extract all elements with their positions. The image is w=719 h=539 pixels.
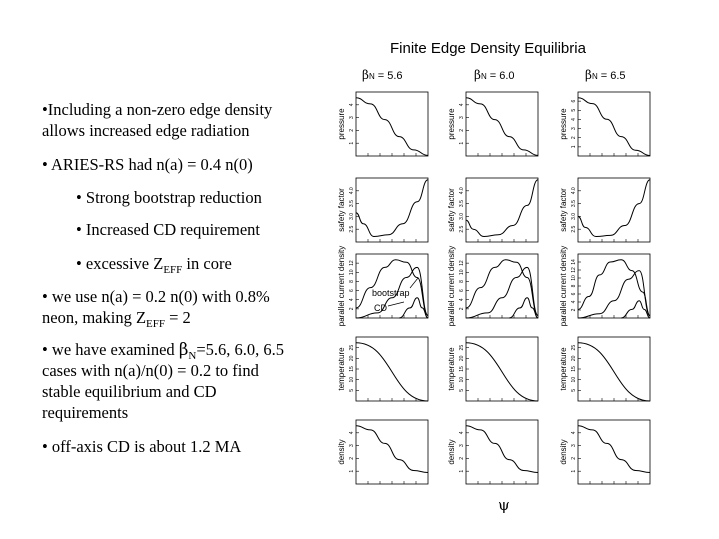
- y-axis-label: density: [447, 439, 456, 465]
- beta-subscript: N: [480, 72, 487, 81]
- y-tick-label: 12: [459, 260, 465, 266]
- y-tick-label: 8: [459, 280, 465, 283]
- y-tick-label: 15: [459, 366, 465, 372]
- y-tick-label: 20: [459, 355, 465, 362]
- panel-frame: [466, 337, 538, 401]
- y-tick-label: 2: [459, 129, 465, 132]
- bullet-excessive-zeff-tail: in core: [182, 254, 232, 273]
- bullet-edge-density-line2: allows increased edge radiation: [42, 121, 250, 140]
- y-tick-label: 4: [349, 298, 355, 302]
- y-tick-label: 8: [571, 284, 577, 288]
- beta-symbol: β: [178, 340, 189, 359]
- series-line-profile: [578, 343, 650, 401]
- y-axis-label: safety factor: [447, 188, 456, 232]
- beta-symbol: β: [585, 68, 592, 82]
- y-axis-label: safety factor: [337, 188, 346, 232]
- y-tick-label: 6: [349, 289, 355, 292]
- y-tick-label: 3: [349, 116, 355, 119]
- y-axis-label: parallel current density: [337, 245, 346, 327]
- beta-subscript: N: [591, 72, 598, 81]
- y-tick-label: 3: [571, 444, 577, 447]
- bullet-neon-tail: = 2: [165, 308, 191, 327]
- y-tick-label: 1: [571, 145, 577, 149]
- y-tick-label: 4: [571, 431, 577, 435]
- y-tick-label: 25: [349, 344, 355, 351]
- y-tick-label: 3.5: [349, 200, 355, 208]
- y-tick-label: 20: [349, 355, 355, 362]
- panel-frame: [466, 92, 538, 156]
- beta-symbol: β: [474, 68, 481, 82]
- series-line-bootstrap: [466, 267, 538, 318]
- panel-frame: [356, 178, 428, 242]
- y-tick-label: 2.5: [459, 225, 465, 233]
- y-tick-label: 25: [571, 344, 577, 351]
- series-line-profile: [578, 426, 650, 473]
- panel-frame: [356, 92, 428, 156]
- panel-frame: [466, 178, 538, 242]
- panel-frame: [466, 254, 538, 318]
- bullet-neon-text: neon, making Z: [42, 308, 147, 327]
- series-line-total: [466, 260, 538, 316]
- y-tick-label: 4.0: [571, 187, 577, 195]
- bullet-examined-line4: requirements: [42, 403, 129, 422]
- y-tick-label: 10: [349, 376, 355, 383]
- y-tick-label: 10: [459, 269, 465, 276]
- series-line-profile: [356, 343, 428, 401]
- y-tick-label: 15: [571, 366, 577, 372]
- y-axis-label: temperature: [337, 347, 346, 391]
- column-value: = 5.6: [374, 70, 403, 82]
- y-axis-label: pressure: [447, 108, 456, 140]
- y-tick-label: 2: [349, 457, 355, 460]
- bullet-aries-rs: • ARIES-RS had n(a) = 0.4 n(0): [42, 155, 253, 174]
- y-tick-label: 2: [571, 457, 577, 460]
- column-value: = 6.0: [486, 70, 515, 82]
- cd-annotation: CD: [374, 303, 387, 313]
- y-tick-label: 2: [459, 457, 465, 460]
- y-tick-label: 5: [349, 388, 355, 392]
- y-tick-label: 3.0: [571, 212, 577, 220]
- bullet-bootstrap-reduction: • Strong bootstrap reduction: [76, 188, 262, 207]
- panel-frame: [578, 178, 650, 242]
- series-line-bootstrap: [578, 271, 650, 318]
- series-line-profile: [578, 180, 650, 237]
- y-axis-label: pressure: [559, 108, 568, 140]
- psi-axis-label: ψ: [498, 496, 510, 514]
- y-tick-label: 2: [571, 136, 577, 140]
- y-tick-label: 25: [459, 344, 465, 351]
- bullet-neon-line1: • we use n(a) = 0.2 n(0) with 0.8%: [42, 287, 270, 306]
- y-tick-label: 10: [571, 275, 577, 281]
- y-tick-label: 4.0: [459, 187, 465, 195]
- y-tick-label: 3.5: [571, 200, 577, 208]
- y-tick-label: 10: [459, 376, 465, 383]
- y-tick-label: 2: [459, 307, 465, 311]
- bootstrap-annotation: bootstrap: [372, 288, 410, 298]
- y-tick-label: 10: [349, 269, 355, 276]
- bullet-examined-line2: cases with n(a)/n(0) = 0.2 to find: [42, 361, 259, 380]
- y-axis-label: density: [337, 439, 346, 465]
- column-value: = 6.5: [597, 70, 626, 82]
- annotation-pointer: [410, 278, 418, 288]
- y-tick-label: 4: [349, 103, 355, 107]
- y-tick-label: 6: [571, 99, 577, 103]
- y-tick-label: 4: [459, 103, 465, 107]
- y-tick-label: 15: [349, 366, 355, 372]
- beta-symbol: β: [362, 68, 369, 82]
- y-axis-label: pressure: [337, 108, 346, 140]
- y-tick-label: 3.0: [459, 212, 465, 220]
- y-tick-label: 2: [571, 308, 577, 312]
- y-tick-label: 4.0: [349, 187, 355, 195]
- y-tick-label: 12: [349, 260, 355, 266]
- y-axis-label: safety factor: [559, 188, 568, 232]
- bullet-edge-density-line1: •Including a non-zero edge density: [42, 100, 273, 119]
- y-tick-label: 4: [459, 298, 465, 302]
- bullet-cd-requirement: • Increased CD requirement: [76, 220, 260, 239]
- y-tick-label: 3.5: [459, 200, 465, 208]
- figure-title: Finite Edge Density Equilibria: [390, 40, 586, 57]
- y-tick-label: 10: [571, 376, 577, 383]
- series-line-profile: [356, 426, 428, 473]
- y-tick-label: 1: [459, 469, 465, 473]
- series-line-total: [578, 260, 650, 316]
- y-tick-label: 3: [459, 116, 465, 119]
- y-tick-label: 14: [571, 259, 577, 265]
- y-tick-label: 1: [571, 469, 577, 473]
- y-tick-label: 4: [571, 300, 577, 304]
- bullet-excessive-zeff-text: • excessive Z: [76, 254, 164, 273]
- y-tick-label: 2: [349, 129, 355, 132]
- beta-subscript: N: [368, 72, 375, 81]
- annotation-pointer: [388, 302, 404, 306]
- y-tick-label: 3: [349, 444, 355, 447]
- beta-subscript: N: [188, 350, 197, 362]
- series-line-profile: [466, 343, 538, 401]
- series-line-profile: [356, 98, 428, 156]
- series-line-profile: [356, 180, 428, 237]
- y-axis-label: temperature: [559, 347, 568, 391]
- panel-frame: [356, 254, 428, 318]
- zeff-subscript: EFF: [163, 264, 183, 276]
- series-line-profile: [466, 180, 538, 237]
- y-tick-label: 5: [571, 388, 577, 392]
- panel-frame: [578, 337, 650, 401]
- y-tick-label: 3: [459, 444, 465, 447]
- zeff-subscript: EFF: [146, 318, 165, 330]
- y-tick-label: 1: [349, 469, 355, 473]
- y-tick-label: 3.0: [349, 212, 355, 220]
- y-axis-label: parallel current density: [559, 245, 568, 327]
- bullet-examined-line3: stable equilibrium and CD: [42, 382, 217, 401]
- y-tick-label: 12: [571, 267, 577, 273]
- y-tick-label: 3: [571, 127, 577, 130]
- bullet-examined-text: • we have examined: [42, 340, 179, 359]
- bullet-examined-values: =5.6, 6.0, 6.5: [196, 340, 284, 359]
- y-tick-label: 6: [459, 289, 465, 292]
- y-tick-label: 5: [459, 388, 465, 392]
- y-axis-label: parallel current density: [447, 245, 456, 327]
- y-tick-label: 2: [349, 307, 355, 311]
- panel-frame: [578, 92, 650, 156]
- y-axis-label: temperature: [447, 347, 456, 391]
- bullet-off-axis-cd: • off-axis CD is about 1.2 MA: [42, 437, 242, 456]
- y-tick-label: 4: [571, 118, 577, 121]
- y-tick-label: 4: [459, 431, 465, 435]
- panel-frame: [356, 337, 428, 401]
- y-tick-label: 6: [571, 292, 577, 296]
- y-tick-label: 8: [349, 280, 355, 283]
- y-tick-label: 2.5: [571, 225, 577, 233]
- y-axis-label: density: [559, 439, 568, 465]
- series-line-profile: [578, 98, 650, 156]
- series-line-profile: [466, 426, 538, 473]
- y-tick-label: 1: [349, 141, 355, 145]
- y-tick-label: 4: [349, 431, 355, 435]
- y-tick-label: 20: [571, 355, 577, 362]
- series-line-profile: [466, 98, 538, 156]
- y-tick-label: 1: [459, 141, 465, 145]
- y-tick-label: 2.5: [349, 225, 355, 233]
- y-tick-label: 5: [571, 108, 577, 112]
